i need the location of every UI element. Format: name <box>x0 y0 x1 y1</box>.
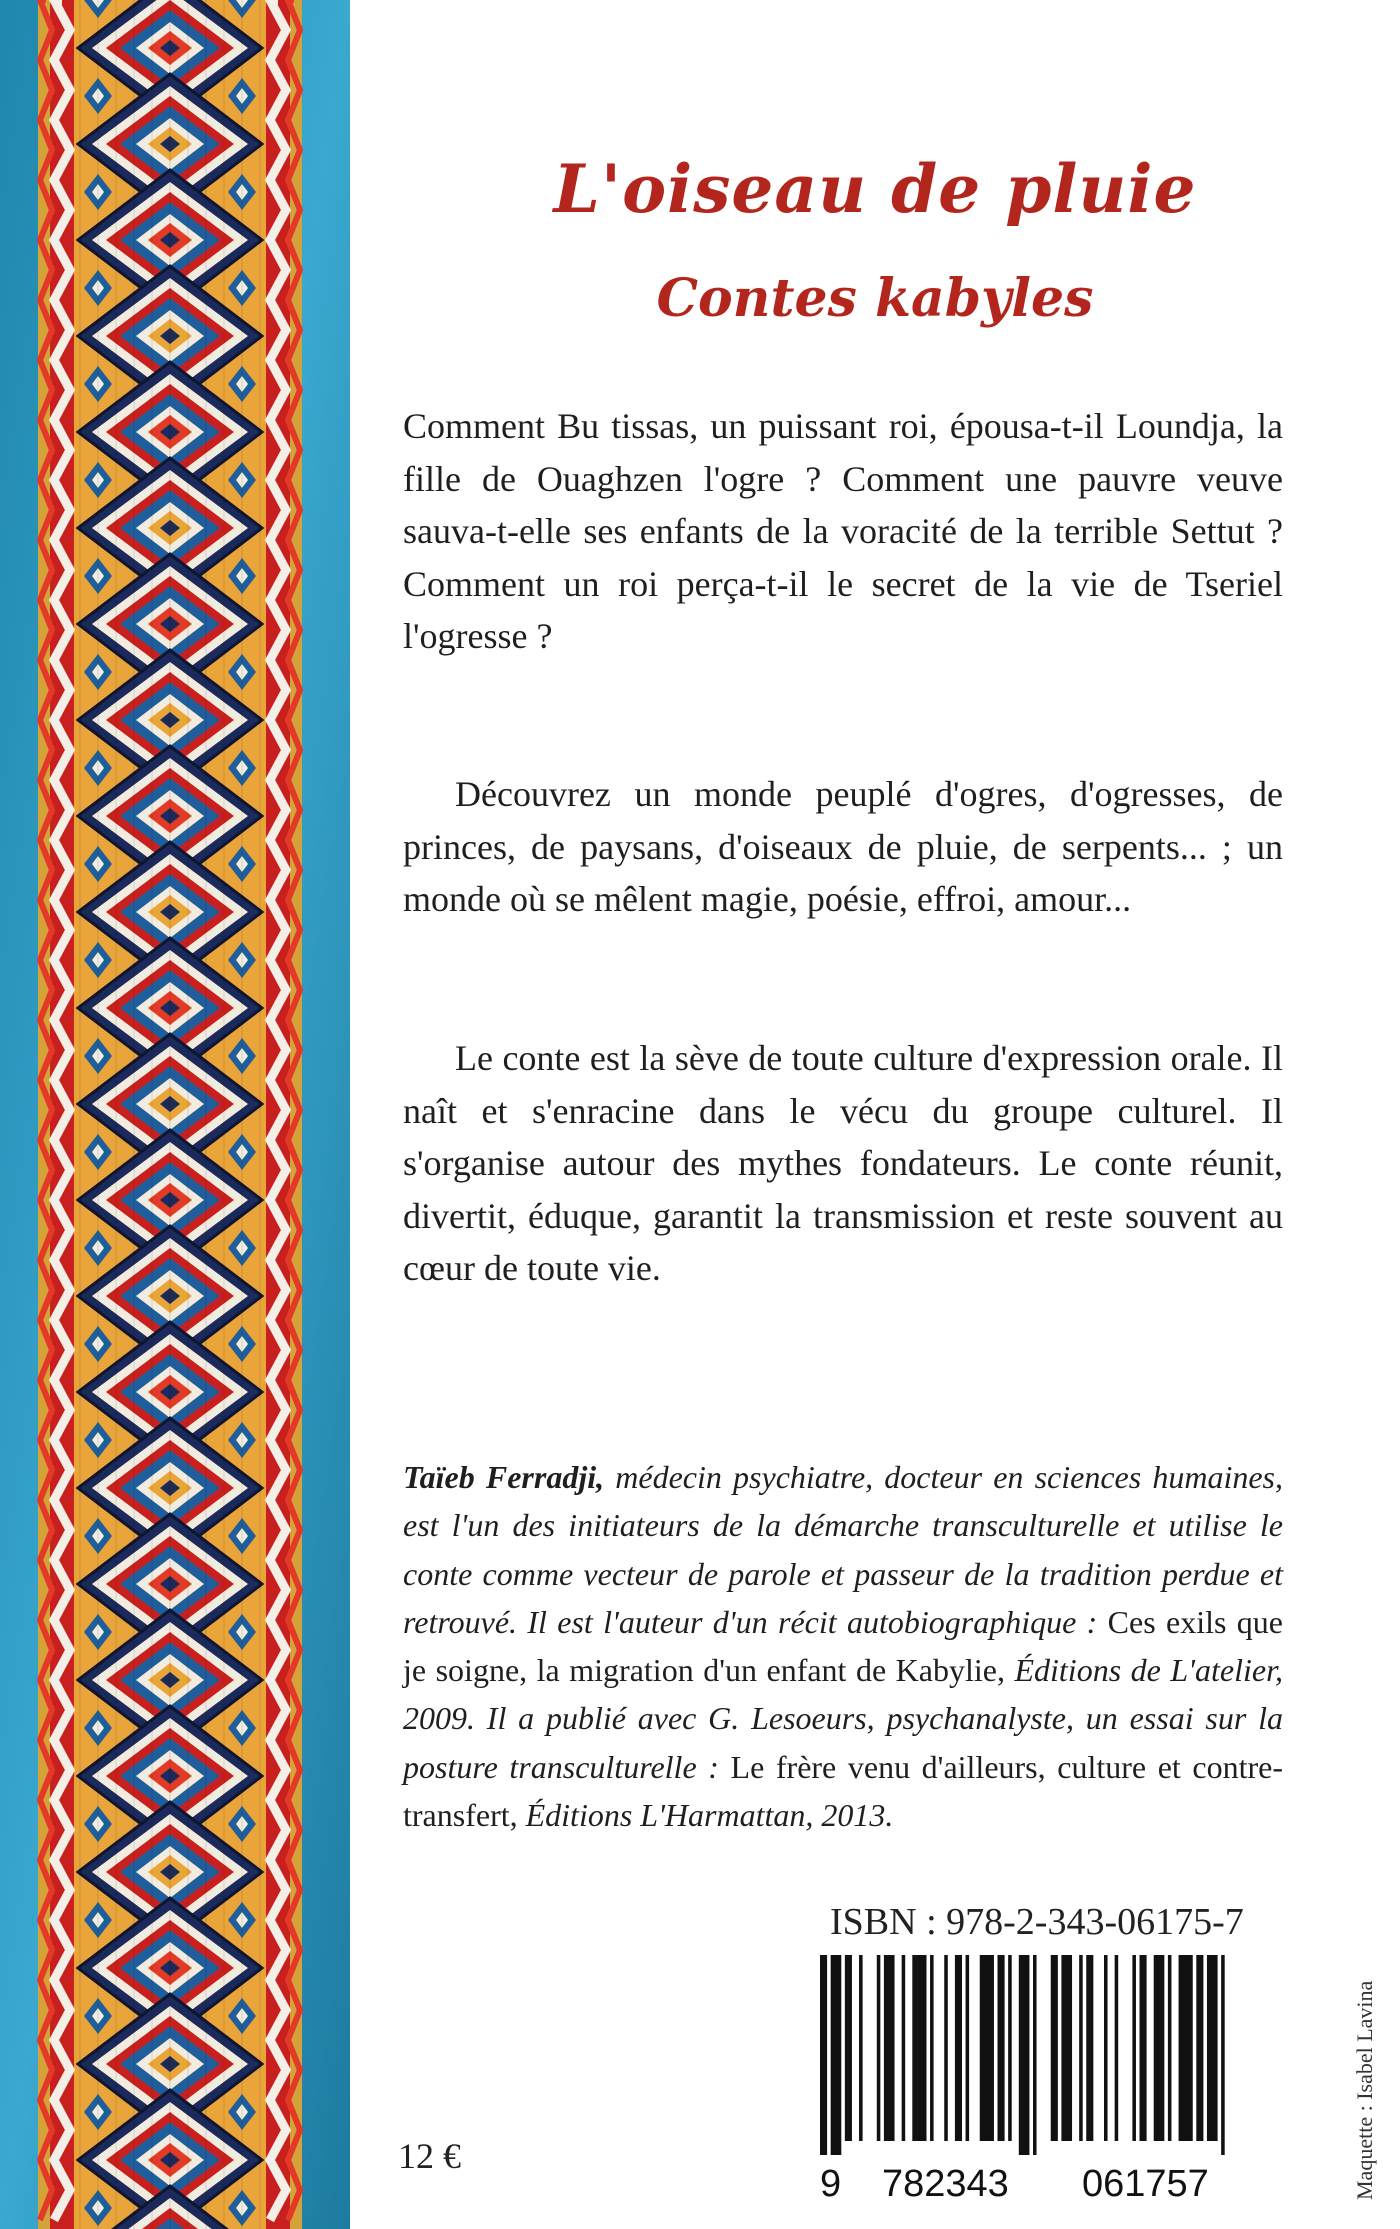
barcode-digits <box>820 2163 1260 2209</box>
barcode-left-digits: 782343 <box>882 2163 1009 2205</box>
design-credit: Maquette : Isabel Lavina <box>1352 1980 1377 2200</box>
barcode <box>820 1955 1260 2155</box>
author-name: Taïeb Ferradji, <box>403 1459 605 1495</box>
author-bio-part-2: Éditions de L'atelier, 2009. Il a publié avec G. Lesoeurs, psychanalyste, un essai sur la posture transculturelle : <box>403 1652 1284 1785</box>
author-bio-part-3: Éditions L'Harmattan, 2013. <box>517 1797 894 1834</box>
author-bio <box>403 1453 1283 1839</box>
price-label: 12 € <box>398 2136 461 2176</box>
book-title: L'oiseau de pluie <box>553 150 1197 228</box>
isbn-label: ISBN : 978-2-343-06175-7 <box>830 1901 1244 1943</box>
barcode-right-digits: 061757 <box>1082 2163 1209 2205</box>
blurb-discover: Découvrez un monde peuplé d'ogres, d'ogresses, de princes, de paysans, d'oiseaux de pluie, de serpents... ; un monde où se mêlent magie, poésie, effroi, amour... <box>403 774 1283 919</box>
author-bio-part-1: médecin psychiatre, docteur en sciences humaines, est l'un des initiateurs de la démarche transculturelle et utilise le conte comme vecteur de parole et passeur de la tradition perdue et retrouvé. Il est l'auteur d'un récit autobiographique : <box>403 1459 1284 1640</box>
textile-pattern <box>0 0 350 2229</box>
blurb-conte: Le conte est la sève de toute culture d'expression orale. Il naît et s'enracine dans le vécu du groupe culturel. Il s'organise autour des mythes fondateurs. Le conte réunit, divertit, éduque, garantit la transmission et reste souvent au cœur de toute vie. <box>403 1038 1283 1288</box>
barcode-first-digit: 9 <box>820 2163 842 2205</box>
woven-textile-border <box>0 0 350 2229</box>
author-work-1: Ces exils que je soigne, la migration d'un enfant de Kabylie, <box>403 1603 1284 1689</box>
book-subtitle: Contes kabyles <box>656 268 1094 329</box>
author-work-2: Le frère venu d'ailleurs, culture et contre-transfert, <box>403 1748 1284 1834</box>
blurb-questions: Comment Bu tissas, un puissant roi, épousa-t-il Loundja, la fille de Ouaghzen l'ogre ? Comment une pauvre veuve sauva-t-elle ses enfants de la voracité de la terrible Settut ? Comment un roi perça-t-il le secret de la vie de Tseriel l'ogresse ? <box>403 406 1283 656</box>
